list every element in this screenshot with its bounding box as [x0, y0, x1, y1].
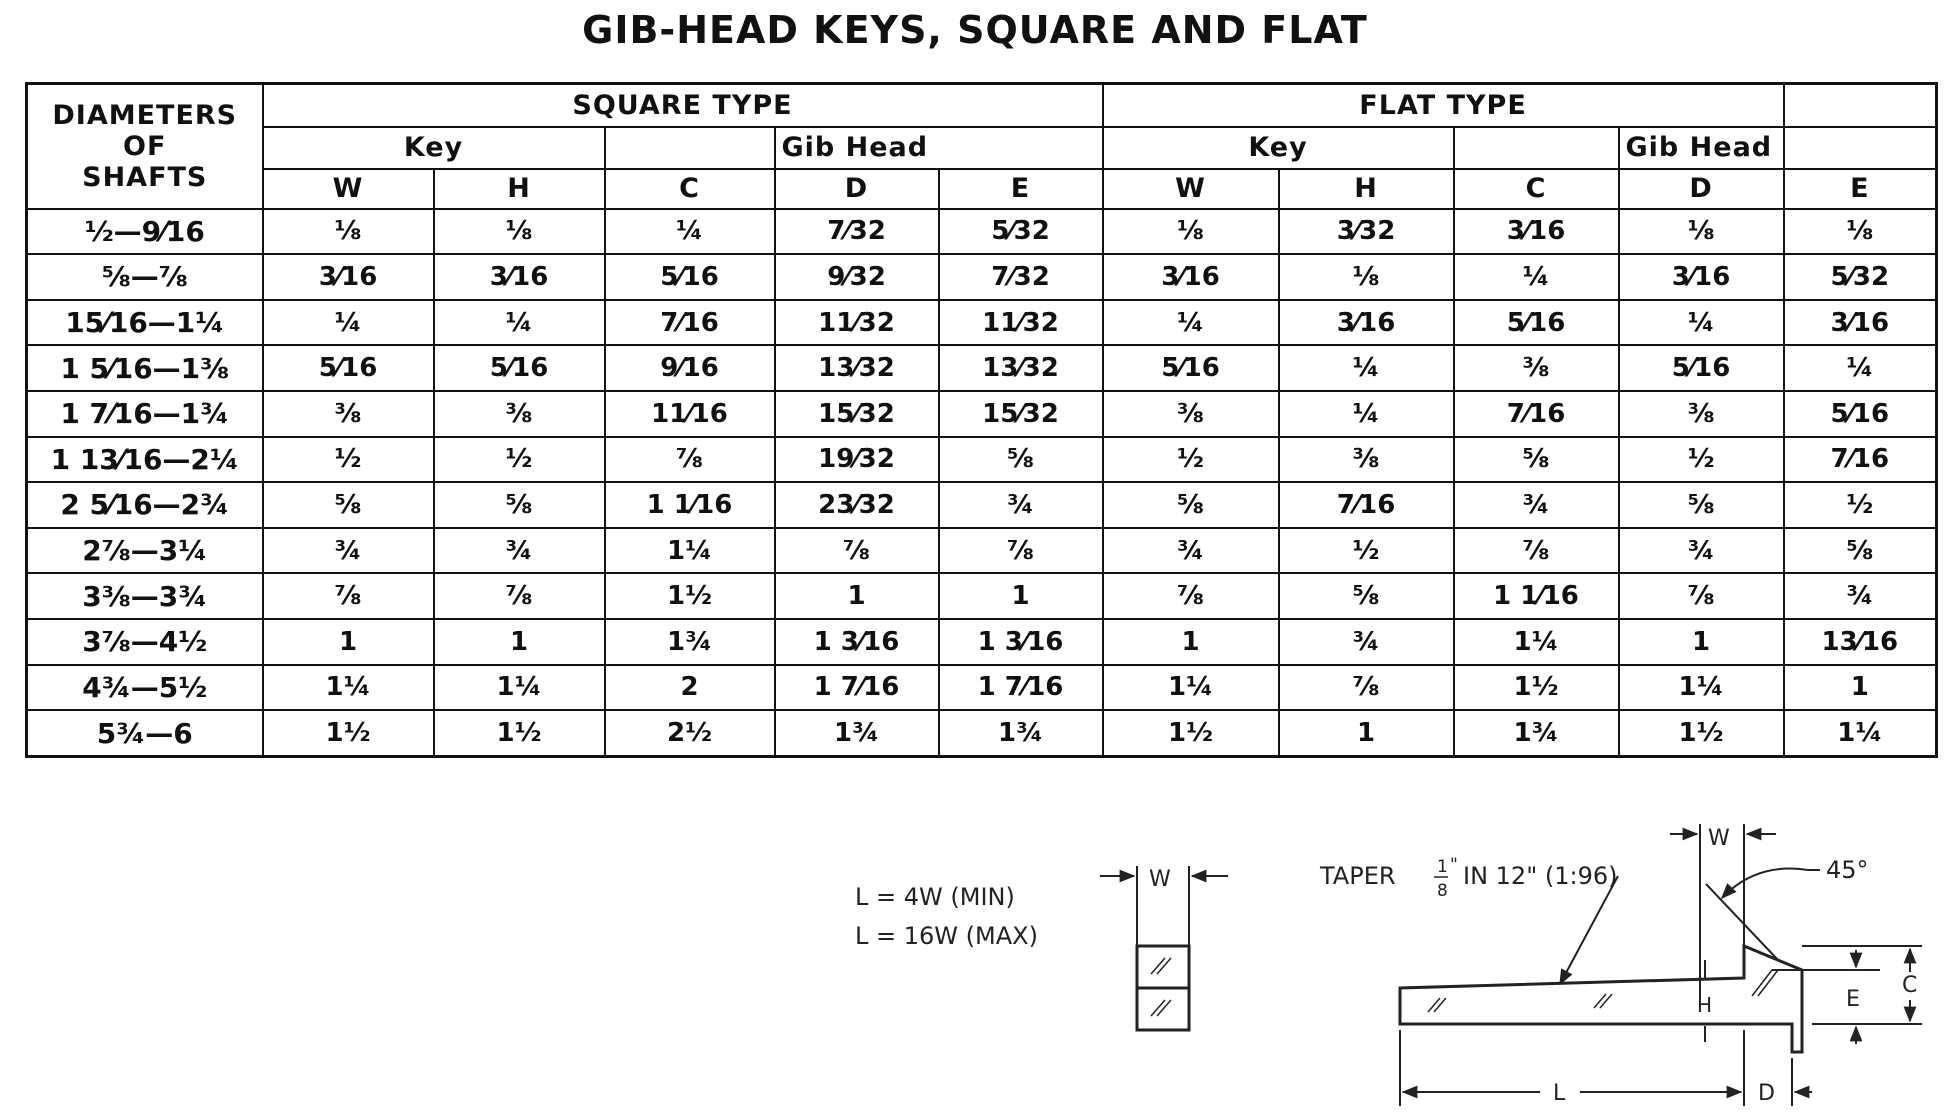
end-view-w-label: W: [1149, 867, 1171, 892]
square-e-cell: 15⁄32: [939, 391, 1103, 437]
flat-w-cell: ⅞: [1103, 573, 1279, 619]
flat-e-header: E: [1784, 169, 1937, 209]
length-max-note: L = 16W (MAX): [855, 922, 1038, 950]
square-w-cell: ⅜: [263, 391, 434, 437]
flat-h-cell: 7⁄16: [1279, 482, 1454, 528]
flat-c-cell: ¼: [1454, 254, 1619, 300]
flat-gib-spacer: [1454, 127, 1619, 169]
flat-h-cell: 1: [1279, 710, 1454, 756]
taper-rest: IN 12" (1:96): [1463, 862, 1618, 890]
square-c-cell: 2: [605, 665, 775, 711]
diameters-header-line3: SHAFTS: [82, 161, 208, 193]
flat-d-cell: ⅛: [1619, 209, 1784, 255]
shaft-diameter-cell: ½—9⁄16: [27, 209, 263, 255]
flat-c-cell: ¾: [1454, 482, 1619, 528]
square-w-header: W: [263, 169, 434, 209]
square-w-cell: ½: [263, 437, 434, 483]
shaft-diameter-cell: 1 5⁄16—1⅜: [27, 345, 263, 391]
flat-h-cell: ¾: [1279, 619, 1454, 665]
flat-e-cell: 3⁄16: [1784, 300, 1937, 346]
square-e-cell: ⅝: [939, 437, 1103, 483]
flat-h-cell: ¼: [1279, 391, 1454, 437]
flat-w-cell: ⅛: [1103, 209, 1279, 255]
table-row: [27, 437, 1937, 483]
flat-d-cell: 5⁄16: [1619, 345, 1784, 391]
flat-e-cell: 13⁄16: [1784, 619, 1937, 665]
table-row: [27, 391, 1937, 437]
flat-d-cell: ⅝: [1619, 482, 1784, 528]
square-gib-head-header: Gib Head: [775, 127, 1103, 169]
square-w-cell: 1: [263, 619, 434, 665]
flat-d-cell: 1: [1619, 619, 1784, 665]
diameters-header-line1: DIAMETERS: [52, 99, 238, 131]
flat-d-cell: ½: [1619, 437, 1784, 483]
square-w-cell: 1½: [263, 710, 434, 756]
flat-e-cell: ⅛: [1784, 209, 1937, 255]
shaft-diameter-cell: 4¾—5½: [27, 665, 263, 711]
square-c-cell: 11⁄16: [605, 391, 775, 437]
angle-label: 45°: [1826, 856, 1869, 884]
flat-c-cell: 1¾: [1454, 710, 1619, 756]
shaft-diameter-cell: 5¾—6: [27, 710, 263, 756]
square-d-cell: 1 7⁄16: [775, 665, 939, 711]
table-row: [27, 528, 1937, 574]
square-e-cell: 1 3⁄16: [939, 619, 1103, 665]
square-c-header: C: [605, 169, 775, 209]
flat-w-cell: 3⁄16: [1103, 254, 1279, 300]
flat-key-header: Key: [1103, 127, 1454, 169]
square-d-cell: 1: [775, 573, 939, 619]
square-c-cell: 9⁄16: [605, 345, 775, 391]
flat-h-header: H: [1279, 169, 1454, 209]
flat-gib-head-header: Gib Head: [1619, 127, 1784, 169]
square-e-cell: ¾: [939, 482, 1103, 528]
square-h-cell: 5⁄16: [434, 345, 605, 391]
flat-c-cell: ⅜: [1454, 345, 1619, 391]
square-h-header: H: [434, 169, 605, 209]
taper-fraction-numerator: 1: [1437, 857, 1448, 877]
table-row: [27, 300, 1937, 346]
square-w-cell: ¾: [263, 528, 434, 574]
square-c-cell: ¼: [605, 209, 775, 255]
square-e-cell: 1 7⁄16: [939, 665, 1103, 711]
taper-inch-mark: ": [1450, 855, 1458, 875]
e-label: E: [1846, 987, 1860, 1012]
flat-h-cell: ⅝: [1279, 573, 1454, 619]
table-row: [27, 619, 1937, 665]
square-h-cell: ⅝: [434, 482, 605, 528]
gib-head-key-diagram: [0, 780, 1950, 1114]
diameters-header: [27, 84, 263, 209]
square-h-cell: 1¼: [434, 665, 605, 711]
flat-e-cell: ¼: [1784, 345, 1937, 391]
flat-c-cell: 1¼: [1454, 619, 1619, 665]
square-c-cell: 1¼: [605, 528, 775, 574]
square-d-header: D: [775, 169, 939, 209]
square-e-cell: 1: [939, 573, 1103, 619]
square-h-cell: 1½: [434, 710, 605, 756]
square-d-cell: 7⁄32: [775, 209, 939, 255]
square-c-cell: 1 1⁄16: [605, 482, 775, 528]
flat-w-cell: ¾: [1103, 528, 1279, 574]
shaft-diameter-cell: 3⅜—3¾: [27, 573, 263, 619]
flat-type-header-spacer: [1784, 84, 1937, 127]
flat-c-cell: 3⁄16: [1454, 209, 1619, 255]
square-c-cell: 5⁄16: [605, 254, 775, 300]
taper-fraction-denominator: 8: [1437, 881, 1448, 901]
table-row: [27, 665, 1937, 711]
flat-d-cell: 3⁄16: [1619, 254, 1784, 300]
shaft-diameter-cell: 3⅞—4½: [27, 619, 263, 665]
table-row: [27, 254, 1937, 300]
flat-e-spacer: [1784, 127, 1937, 169]
square-w-cell: ⅞: [263, 573, 434, 619]
flat-d-cell: ⅞: [1619, 573, 1784, 619]
flat-w-cell: 1: [1103, 619, 1279, 665]
flat-type-header: FLAT TYPE: [1103, 84, 1784, 127]
flat-c-cell: 7⁄16: [1454, 391, 1619, 437]
square-d-cell: 1 3⁄16: [775, 619, 939, 665]
flat-w-cell: 1¼: [1103, 665, 1279, 711]
square-e-cell: 1¾: [939, 710, 1103, 756]
square-d-cell: 11⁄32: [775, 300, 939, 346]
square-d-cell: ⅞: [775, 528, 939, 574]
square-type-header: SQUARE TYPE: [263, 84, 1103, 127]
square-w-cell: 1¼: [263, 665, 434, 711]
flat-h-cell: ⅜: [1279, 437, 1454, 483]
flat-e-cell: 1¼: [1784, 710, 1937, 756]
flat-e-cell: ½: [1784, 482, 1937, 528]
flat-d-header: D: [1619, 169, 1784, 209]
flat-c-cell: 1½: [1454, 665, 1619, 711]
flat-w-header: W: [1103, 169, 1279, 209]
square-c-cell: 7⁄16: [605, 300, 775, 346]
square-w-cell: ¼: [263, 300, 434, 346]
square-d-cell: 9⁄32: [775, 254, 939, 300]
flat-e-cell: 7⁄16: [1784, 437, 1937, 483]
flat-h-cell: ½: [1279, 528, 1454, 574]
square-e-cell: 13⁄32: [939, 345, 1103, 391]
taper-label: TAPER: [1320, 862, 1396, 890]
square-e-cell: 5⁄32: [939, 209, 1103, 255]
square-h-cell: ⅞: [434, 573, 605, 619]
h-label: H: [1697, 993, 1713, 1017]
shaft-diameter-cell: 15⁄16—1¼: [27, 300, 263, 346]
square-e-cell: 11⁄32: [939, 300, 1103, 346]
length-min-note: L = 4W (MIN): [855, 883, 1015, 911]
flat-e-cell: ⅝: [1784, 528, 1937, 574]
flat-w-cell: ⅝: [1103, 482, 1279, 528]
square-w-cell: ⅝: [263, 482, 434, 528]
table-row: [27, 345, 1937, 391]
key-side-view-hatching: [1428, 970, 1778, 1012]
flat-w-cell: 5⁄16: [1103, 345, 1279, 391]
flat-h-cell: 3⁄32: [1279, 209, 1454, 255]
shaft-diameter-cell: 1 13⁄16—2¼: [27, 437, 263, 483]
flat-h-cell: ⅛: [1279, 254, 1454, 300]
flat-w-cell: ½: [1103, 437, 1279, 483]
square-h-cell: ¼: [434, 300, 605, 346]
flat-c-cell: ⅝: [1454, 437, 1619, 483]
square-d-cell: 23⁄32: [775, 482, 939, 528]
table-row: [27, 209, 1937, 255]
square-c-cell: 2½: [605, 710, 775, 756]
flat-h-cell: 3⁄16: [1279, 300, 1454, 346]
flat-h-cell: ⅞: [1279, 665, 1454, 711]
table-row: [27, 482, 1937, 528]
table-body: [27, 209, 1937, 757]
taper-leader-line: [1560, 876, 1618, 984]
shaft-diameter-cell: 1 7⁄16—1¾: [27, 391, 263, 437]
shaft-diameter-cell: 2⅞—3¼: [27, 528, 263, 574]
flat-d-cell: 1½: [1619, 710, 1784, 756]
square-c-cell: 1½: [605, 573, 775, 619]
square-key-header: Key: [263, 127, 605, 169]
flat-e-cell: ¾: [1784, 573, 1937, 619]
c-label: C: [1902, 973, 1918, 998]
diameters-header-line2: OF: [123, 130, 167, 162]
square-d-cell: 15⁄32: [775, 391, 939, 437]
square-e-header: E: [939, 169, 1103, 209]
square-h-cell: ⅛: [434, 209, 605, 255]
flat-c-cell: 5⁄16: [1454, 300, 1619, 346]
square-c-cell: ⅞: [605, 437, 775, 483]
square-h-cell: 1: [434, 619, 605, 665]
shaft-diameter-cell: ⅝—⅞: [27, 254, 263, 300]
flat-c-cell: ⅞: [1454, 528, 1619, 574]
flat-w-cell: ¼: [1103, 300, 1279, 346]
square-gib-spacer: [605, 127, 775, 169]
flat-e-cell: 5⁄32: [1784, 254, 1937, 300]
square-d-cell: 19⁄32: [775, 437, 939, 483]
square-h-cell: ⅜: [434, 391, 605, 437]
gib-head-keys-table: [25, 82, 1938, 758]
flat-d-cell: ¼: [1619, 300, 1784, 346]
square-w-cell: 5⁄16: [263, 345, 434, 391]
page-title: GIB-HEAD KEYS, SQUARE AND FLAT: [582, 8, 1368, 52]
flat-c-cell: 1 1⁄16: [1454, 573, 1619, 619]
square-d-cell: 1¾: [775, 710, 939, 756]
square-w-cell: ⅛: [263, 209, 434, 255]
length-dimension: [1400, 1030, 1812, 1106]
square-w-cell: 3⁄16: [263, 254, 434, 300]
flat-d-cell: ⅜: [1619, 391, 1784, 437]
flat-d-cell: 1¼: [1619, 665, 1784, 711]
square-e-cell: 7⁄32: [939, 254, 1103, 300]
flat-w-cell: ⅜: [1103, 391, 1279, 437]
flat-e-cell: 5⁄16: [1784, 391, 1937, 437]
d-label: D: [1758, 1081, 1775, 1106]
square-e-cell: ⅞: [939, 528, 1103, 574]
flat-c-header: C: [1454, 169, 1619, 209]
taper-note: [1319, 855, 1618, 901]
square-d-cell: 13⁄32: [775, 345, 939, 391]
flat-h-cell: ¼: [1279, 345, 1454, 391]
table-row: [27, 573, 1937, 619]
head-w-label: W: [1708, 826, 1730, 851]
flat-e-cell: 1: [1784, 665, 1937, 711]
square-h-cell: 3⁄16: [434, 254, 605, 300]
flat-w-cell: 1½: [1103, 710, 1279, 756]
table-row: [27, 710, 1937, 756]
square-c-cell: 1¾: [605, 619, 775, 665]
shaft-diameter-cell: 2 5⁄16—2¾: [27, 482, 263, 528]
flat-d-cell: ¾: [1619, 528, 1784, 574]
square-h-cell: ½: [434, 437, 605, 483]
l-label: L: [1553, 1081, 1566, 1106]
square-h-cell: ¾: [434, 528, 605, 574]
